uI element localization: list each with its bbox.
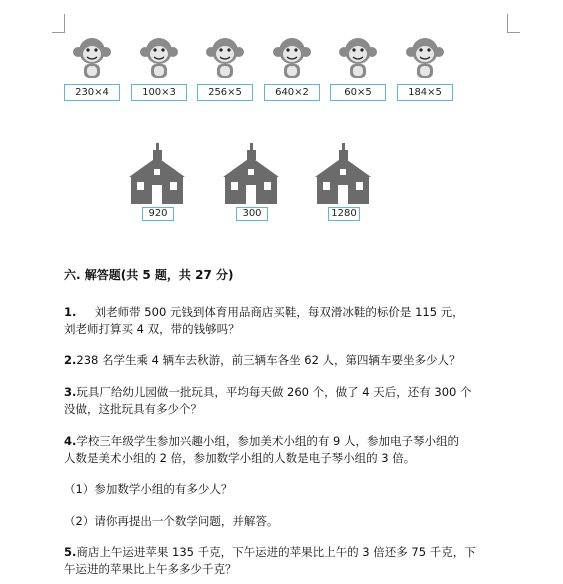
- question-text: 午运进的苹果比上午多多少千克？: [64, 562, 237, 576]
- monkey-icon: [405, 36, 445, 84]
- house-card: [313, 143, 373, 223]
- monkey-card: [197, 36, 255, 106]
- question-text: 刘老师打算买 4 双，带的钱够吗？: [64, 322, 240, 336]
- question-text: 玩具厂给幼儿园做一批玩具，平均每天做 260 个，做了 4 天后，还有 300 个: [76, 385, 472, 399]
- question-3: [64, 384, 514, 418]
- sub-question-text: （2）请你再提出一个数学问题，并解答。: [64, 514, 279, 528]
- monkey-card: [64, 36, 122, 106]
- question-1: [64, 304, 514, 338]
- multiplication-label: 256×5: [197, 84, 253, 101]
- multiplication-label: 230×4: [64, 84, 120, 101]
- house-card: [221, 143, 281, 223]
- question-number: 5.: [64, 545, 77, 559]
- monkey-card: [330, 36, 388, 106]
- house-card: [127, 143, 187, 223]
- sub-question-text: （1）参加数学小组的有多少人？: [64, 482, 233, 496]
- multiplication-label: 184×5: [397, 84, 453, 101]
- multiplication-label: 100×3: [131, 84, 187, 101]
- house-icon: [221, 143, 281, 207]
- multiplication-label: 640×2: [264, 84, 320, 101]
- monkey-icon: [139, 36, 179, 84]
- question-text: 商店上午运进苹果 135 千克，下午运进的苹果比上午的 3 倍还多 75 千克，下: [76, 545, 476, 559]
- product-label: 300: [236, 207, 268, 221]
- section-title: 六. 解答题(共 5 题，共 27 分): [64, 268, 234, 282]
- monkey-card: [264, 36, 322, 106]
- question-number: 1.: [64, 305, 77, 319]
- monkey-card: [397, 36, 455, 106]
- page-corner-mark-left: [52, 14, 65, 33]
- question-text: 学校三年级学生参加兴趣小组，参加美术小组的有 9 人，参加电子琴小组的: [76, 434, 459, 448]
- question-number: 3.: [64, 385, 77, 399]
- question-number: 4.: [64, 434, 77, 448]
- house-icon: [313, 143, 373, 207]
- question-4-part-2: [64, 513, 514, 530]
- house-icon: [127, 143, 187, 207]
- monkey-card: [131, 36, 189, 106]
- question-text: 人数是美术小组的 2 倍，参加数学小组的人数是电子琴小组的 3 倍。: [64, 451, 416, 465]
- multiplication-label: 60×5: [330, 84, 386, 101]
- monkey-icon: [72, 36, 112, 84]
- question-text: 238 名学生乘 4 辆车去秋游，前三辆车各坐 62 人，第四辆车要坐多少人？: [76, 353, 461, 367]
- question-4: [64, 433, 514, 467]
- monkey-icon: [205, 36, 245, 84]
- monkey-icon: [338, 36, 378, 84]
- product-label: 920: [142, 207, 174, 221]
- page-corner-mark-right: [507, 14, 520, 33]
- question-text: 刘老师带 500 元钱到体育用品商店买鞋，每双滑冰鞋的标价是 115 元，: [94, 305, 464, 319]
- monkey-icon: [272, 36, 312, 84]
- question-5: [64, 544, 514, 578]
- question-2: [64, 352, 514, 369]
- question-number: 2.: [64, 353, 77, 367]
- product-label: 1280: [328, 207, 360, 221]
- question-text: 没做，这批玩具有多少个？: [64, 402, 202, 416]
- question-4-part-1: [64, 481, 514, 498]
